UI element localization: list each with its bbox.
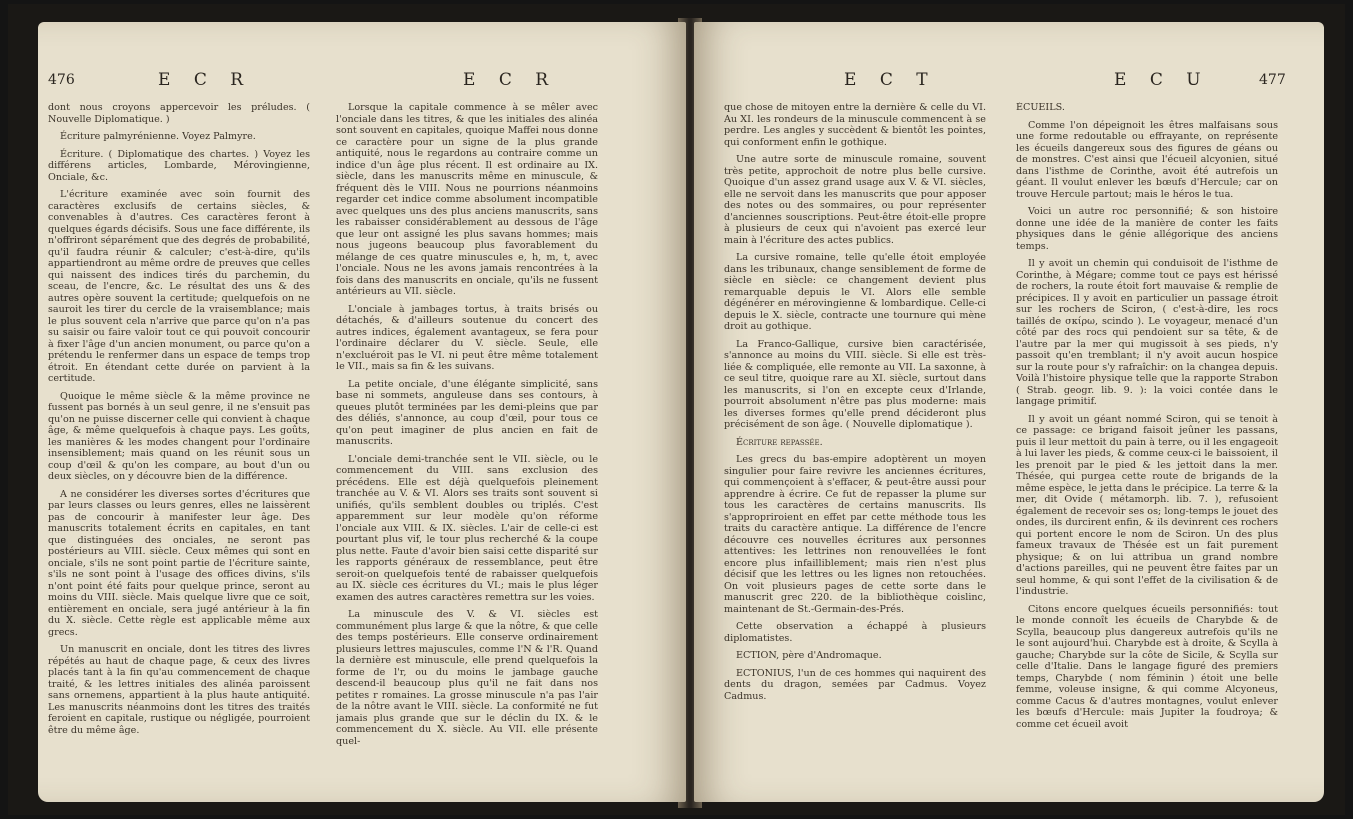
paragraph: Un manuscrit en onciale, dont les titres des livres répétés au haut de chaque page, & ceux des livres placés tant à la fin qu'au commencement de chaque traité, & les lettres initiales des alinéa paroissent sans ornemens, appartient à la plus haute antiquité. Les manuscrits néanmoins dont les titres des traités feroient en capitale, rustique ou négligée, pourroient être du même âge. [48, 644, 310, 736]
left-page [38, 22, 686, 802]
left-page-number: 476 [48, 72, 75, 88]
paragraph: A ne considérer les diverses sortes d'écritures que par leurs classes ou leurs genres, elles ne laissèrent pas de concourir à manifester leur âge. Des manuscrits totalement écrits en capitales, en tant que distinguées des onciales, ne seront pas postérieurs au VIII. siècle. Ceux mêmes qui sont en onciale, s'ils ne sont point partie de l'écriture sainte, s'ils ne sont point à l'usage des offices divins, s'ils n'ont point été faits pour quelque prince, seront au moins du VIII. siècle. Mais quelque livre que ce soit, entièrement en onciale, sera jugé antérieur à la fin du X. siècle. Cette règle est applicable même aux grecs. [48, 488, 310, 638]
right-page [694, 22, 1324, 802]
paragraph: L'onciale à jambages tortus, à traits brisés ou détachés, & d'ailleurs soutenue du concert des autres indices, également avantageux, se fera pour l'ordinaire déclarer du V. siècle. Seule, elle n'excluéroit pas le VI. ni peut être même totalement le VII., mais sa fin & les suivans. [336, 303, 598, 372]
paragraph: L'onciale demi-tranchée sent le VII. siècle, ou le commencement du VIII. sans exclusion des précédens. Elle est déjà quelquefois pleinement tranchée au V. & VI. Alors ses traits sont souvent si unifiés, qu'ils semblent doubles ou triplés. C'est apparemment sur leur modèle qu'on réforme l'onciale aux VIII. & IX. siècles. L'air de celle-ci est pourtant plus vif, le tour plus recherché & la coupe plus nette. Faute d'avoir bien saisi cette disparité sur les rapports généraux de ressemblance, peut être seroit-on quelquefois tenté de rabaisser quelquefois au IX. siècle ces écritures du VI.; mais le plus léger examen des autres caractères remettra sur les voies. [336, 453, 598, 603]
paragraph: Cette observation a échappé à plusieurs diplomatistes. [724, 621, 986, 644]
paragraph: Quoique le même siècle & la même province ne fussent pas bornés à un seul genre, il ne s'ensuit pas qu'on ne puisse discerner celle qui convient à chaque âge, & même quelquefois à chaque pays. Les goûts, les manières & les modes changent pour l'ordinaire insensiblement; mais quand on les réunit sous un coup d'œil & qu'on les compare, au bout d'un ou deux siècles, on y découvre bien de la différence. [48, 390, 310, 482]
left-column-2 [336, 102, 598, 782]
paragraph: La cursive romaine, telle qu'elle étoit employée dans les tribunaux, change sensiblement de forme de siècle en siècle: ce changement devient plus remarquable depuis le VI. Alors elle semble dégénérer en mérovingienne & lombardique. Celle-ci depuis le X. siècle, contracte une tournure qui mène droit au gothique. [724, 252, 986, 332]
paragraph: La petite onciale, d'une élégante simplicité, sans base ni sommets, anguleuse dans ses contours, à queues plutôt terminées par les demi-pleins que par des déliés, s'annonce, au coup d'œil, pour tous ce qu'on peut imaginer de plus ancien en fait de manuscrits. [336, 378, 598, 447]
paragraph: Écriture. ( Diplomatique des chartes. ) Voyez les différens articles, Lombarde, Mérovingienne, Onciale, &c. [48, 148, 310, 183]
paragraph: Une autre sorte de minuscule romaine, souvent très petite, approchoit de notre plus belle cursive. Quoique d'un assez grand usage aux V. & VI. siècles, elle ne servoit dans les manuscrits que pour apposer des notes ou des sommaires, ou pour représenter d'anciennes souscriptions. Peut-être étoit-elle propre à plusieurs de ceux qui n'avoient pas exercé leur main à l'écriture des actes publics. [724, 154, 986, 246]
left-header-left: E C R [158, 70, 253, 90]
paragraph: Les grecs du bas-empire adoptèrent un moyen singulier pour faire revivre les anciennes écritures, qui commençoient à s'effacer, & peut-être aussi pour apprendre à écrire. Ce fut de repasser la plume sur tous les caractères de certains manuscrits. Ils s'appropriroient en effet par cette méthode tous les traits du caractère antique. La différence de l'encre découvre ces nouvelles écritures aux personnes attentives: les lettrines non renouvellées le font encore plus infailliblement; mais rien n'est plus décisif que les lettres ou les lignes non retouchées. On voit plusieurs pages de cette sorte dans le manuscrit grec 220. de la bibliothèque coislinc, maintenant de St.-Germain-des-Prés. [724, 454, 986, 615]
paragraph: dont nous croyons appercevoir les préludes. ( Nouvelle Diplomatique. ) [48, 102, 310, 125]
paragraph: Écriture palmyrénienne. Voyez Palmyre. [60, 131, 256, 142]
right-header-right: E C U [1114, 70, 1210, 90]
right-column-2 [1016, 102, 1278, 782]
paragraph: Il y avoit un chemin qui conduisoit de l'isthme de Corinthe, à Mégare; comme tout ce pays est hérissé de rochers, la route étoit fort mauvaise & remplie de précipices. Il y avoit en particulier un passage étroit sur les rochers de Sciron, ( c'est-à-dire, les rocs taillés de σκίρω, scindo ). Le voyageur, menacé d'un côté par des rocs qui pendoient sur sa tête, & de l'autre par la mer qui mugissoit à ses pieds, n'y passoit qu'en tremblant; il n'y avoit aucun hospice sur la route pour s'y rafraîchir: on la changea depuis. Voilà l'histoire physique telle que la rapporte Strabon ( Strab. geogr. lib. 9. ): la voici contée dans le langage primitif. [1016, 258, 1278, 407]
paragraph: Voici un autre roc personnifié; & son histoire donne une idée de la manière de conter les faits physiques dans le génie allégorique des anciens temps. [1016, 206, 1278, 252]
paragraph: La Franco-Gallique, cursive bien caractérisée, s'annonce au moins du VIII. siècle. Si elle est très-liée & compliquée, elle remonte au VII. La saxonne, à ce seul titre, quoique rare au XI. siècle, surtout dans les manuscrits, si l'on en excepte ceux d'Irlande, pourroit absolument n'être pas plus moderne: mais les diverses formes qu'elle prend décideront plus précisément de son âge. ( Nouvelle diplomatique ). [724, 338, 986, 430]
paragraph: La minuscule des V. & VI. siècles est communément plus large & que la nôtre, & que celle des temps postérieurs. Elle conserve ordinairement plusieurs lettres majuscules, comme l'N & l'R. Quand la dernière est minuscule, elle prend quelquefois la forme de l'r, ou du moins le jambage gauche descend-il beaucoup plus qu'il ne fait dans nos petites r romaines. La grosse minuscule n'a pas l'air de la nôtre avant le VIII. siècle. La conformité ne fut jamais plus grande que sur le déclin du IX. & le commencement du X. siècle. Au VII. elle présente quel- [336, 609, 598, 747]
paragraph: ECTONIUS, l'un de ces hommes qui naquirent des dents du dragon, semées par Cadmus. Voyez Cadmus. [724, 667, 986, 702]
paragraph: Comme l'on dépeignoit les êtres malfaisans sous une forme redoutable ou effrayante, on représente les écueils dangereux sous des figures de géans ou de monstres. C'est ainsi que l'écueil alcyonien, situé dans l'isthme de Corinthe, avoit été autrefois un géant. Il voulut enlever les bœufs d'Hercule; car on trouve Hercule partout; mais le héros le tua. [1016, 119, 1278, 200]
paragraph: Citons encore quelques écueils personnifiés: tout le monde connoît les écueils de Charybde & de Scylla, beaucoup plus dangereux autrefois qu'ils ne le sont aujourd'hui. Charybde est à droite, & Scylla à gauche; Charybde sur la côte de Sicile, & Scylla sur celle d'Italie. Dans le langage figuré des premiers temps, Charybde ( nom féminin ) étoit une belle femme, voleuse insigne, & qui comme Alcyoneus, comme Cacus & d'autres montagnes, voulut enlever les bœufs d'Hercule: mais Jupiter la foudroya; & comme cet écueil avoit [1016, 603, 1278, 730]
paragraph: que chose de mitoyen entre la dernière & celle du VI. Au XI. les rondeurs de la minuscule commencent à se perdre. Les angles y succèdent & bientôt les pointes, qui conforment enfin le gothique. [724, 102, 986, 148]
paragraph: L'écriture examinée avec soin fournit des caractères exclusifs de certains siècles, & convenables à d'autres. Ces caractères feront à quelques égards décisifs. Sous une face différente, ils n'offriront séparément que des degrés de probabilité, qu'il faudra réunir & calculer; c'est-à-dire, qu'ils appartiendront au même ordre de preuves que celles qui naissent des indices tirés du parchemin, du sceau, de l'encre, &c. Le résultat des uns & des autres opère souvent la certitude; quelquefois on ne sauroit les tirer du cercle de la vraisemblance; mais le plus souvent cela n'arrive que parce qu'on n'a pas su saisir ou faire valoir tout ce qui pouvoit concourir à fixer l'âge d'un ancien monument, ou parce qu'on a prétendu le renfermer dans un espace de temps trop étroit. En étendant cette durée on parvient à la certitude. [48, 189, 310, 384]
section-heading: Écriture repassée. [736, 436, 823, 448]
paragraph: ECTION, père d'Andromaque. [736, 650, 882, 661]
right-header-left: E C T [844, 70, 937, 90]
paragraph: Lorsque la capitale commence à se mêler avec l'onciale dans les titres, & que les initiales des alinéa sont souvent en capitales, quoique Maffei nous donne ce caractère pour un signe de la plus grande antiquité, nous le regardons au contraire comme un indice d'un âge plus récent. Il est ordinaire au IX. siècle, dans les manuscrits même en minuscule, & fréquent dès le VIII. Nous ne pourrions néanmoins regarder cet indice comme absolument incompatible avec quelques uns des plus anciens manuscrits, sans les rabaisser considérablement au dessous de l'âge que leur ont assigné les plus savans hommes; mais nous jugeons beaucoup plus favorablement du mélange de ces quatre minuscules e, h, m, t, avec l'onciale. Nous ne les avons jamais rencontrées à la fois dans des manuscrits en onciale, qu'ils ne fussent antérieurs au VII. siècle. [336, 102, 598, 297]
left-header-right: E C R [463, 70, 558, 90]
left-column-1 [48, 102, 310, 782]
book-spread [8, 4, 1345, 815]
right-page-number: 477 [1259, 72, 1286, 88]
paragraph: Il y avoit un géant nommé Sciron, qui se tenoit à ce passage: ce brigand faisoit jeûner les passans, puis il leur mettoit du pain à terre, ou il les engageoit à lui laver les pieds, & comme ceux-ci le baissoient, il les prenoit par le pied & les jettoit dans la mer. Thésée, qui purgea cette route de brigands de la même espèce, le jetta dans le précipice. La terre & la mer, dit Ovide ( métamorph. lib. 7. ), refusoient également de recevoir ses os; long-temps le jouet des ondes, ils durcirent enfin, & ils devinrent ces rochers qui portent encore le nom de Sciron. Un des plus fameux travaux de Thésée est un fait purement physique; & on lui attribua un grand nombre d'actions pareilles, qui ne peuvent être faites par un seul homme, & qui sont l'effet de la civilisation & de l'industrie. [1016, 413, 1278, 597]
entry-heading: ÉCUEILS. [1016, 102, 1065, 113]
right-column-1 [724, 102, 986, 782]
